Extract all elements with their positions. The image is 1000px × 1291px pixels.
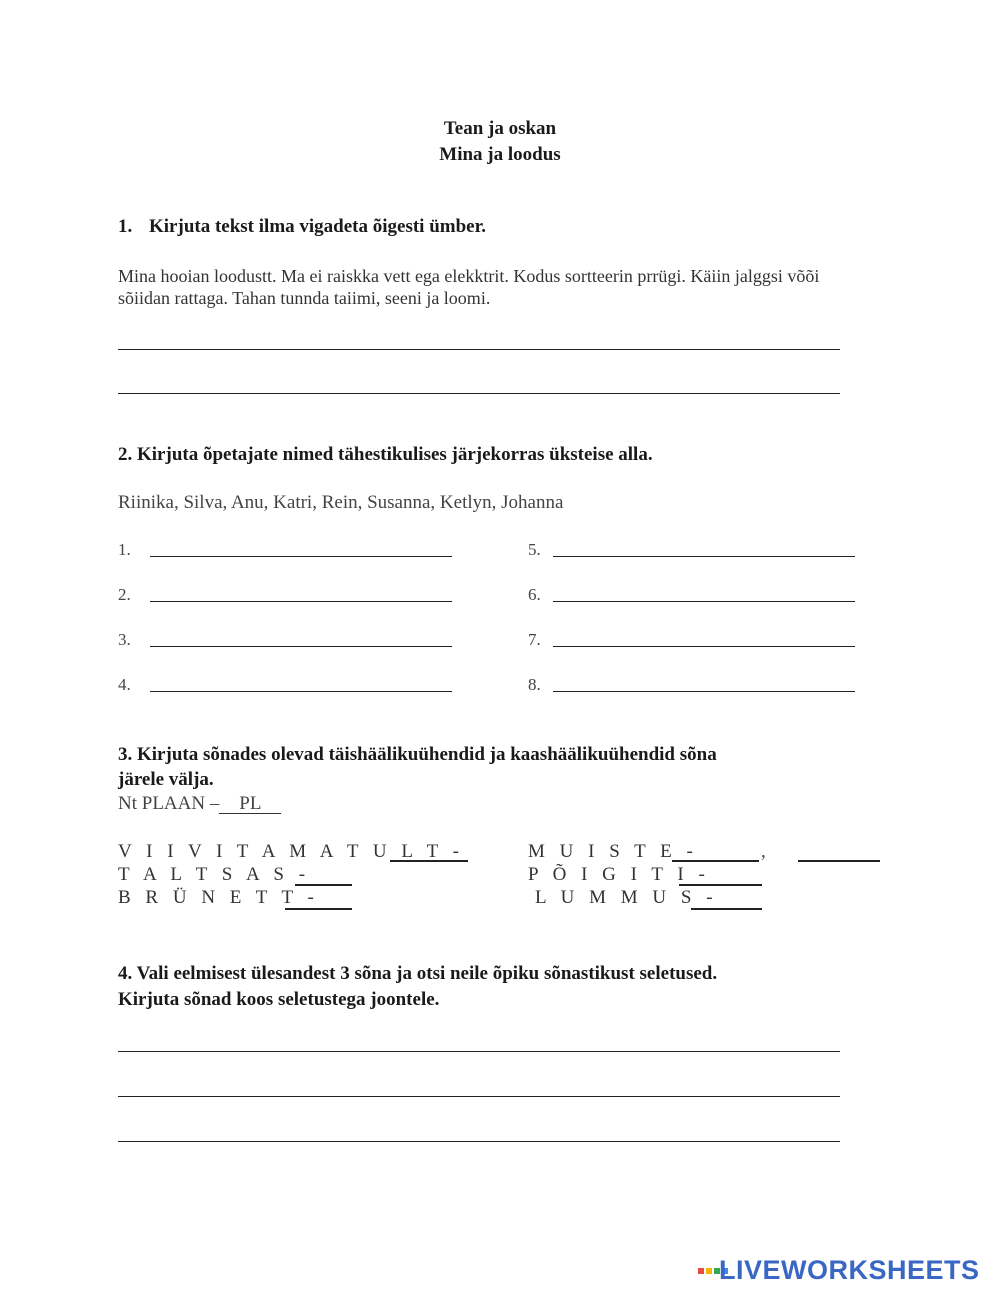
task2-number-2: 2. xyxy=(118,585,131,604)
task2-number-6: 6. xyxy=(528,585,541,604)
task3-word-muiste: M U I S T E - xyxy=(528,841,698,862)
task1-text-line1: Mina hooian loodustt. Ma ei raiskka vett ega elekktrit. Kodus sortteerin prrügi. Käiin jalggsi võõi xyxy=(118,266,820,286)
task2-answer-line-5[interactable] xyxy=(553,556,855,557)
task4-answer-line-1[interactable] xyxy=(118,1051,840,1052)
task3-answer-muiste-1[interactable] xyxy=(672,859,759,862)
task4-answer-line-3[interactable] xyxy=(118,1141,840,1142)
task3-example-answer: PL xyxy=(219,795,281,814)
task2-number-4: 4. xyxy=(118,675,131,694)
task3-word-taltsas: T A L T S A S - xyxy=(118,864,311,885)
logo-text: LIVEWORKSHEETS xyxy=(719,1255,980,1285)
task3-answer-lummus[interactable] xyxy=(691,907,762,910)
task2-heading: 2. Kirjuta õpetajate nimed tähestikulises järjekorras üksteise alla. xyxy=(118,444,653,465)
task4-heading-line1: 4. Vali eelmisest ülesandest 3 sõna ja otsi neile õpiku sõnastikust seletused. xyxy=(118,963,718,984)
task3-word-brunett: B R Ü N E T T - xyxy=(118,887,319,908)
liveworksheets-logo xyxy=(697,1255,997,1289)
task3-word-poigiti: P Õ I G I T I - xyxy=(528,864,710,885)
task3-word-viivitamatult: V I I V I T A M A T U L T - xyxy=(118,841,464,862)
task3-answer-brunett[interactable] xyxy=(285,907,352,910)
task3-heading xyxy=(118,742,938,792)
task3-example-prefix: Nt PLAAN – xyxy=(118,793,220,814)
task2-answer-line-2[interactable] xyxy=(150,601,452,602)
task2-answer-line-3[interactable] xyxy=(150,646,452,647)
page-subtitle: Mina ja loodus xyxy=(439,144,561,165)
task2-number-1: 1. xyxy=(118,540,131,559)
task2-answer-line-1[interactable] xyxy=(150,556,452,557)
task2-answer-line-8[interactable] xyxy=(553,691,855,692)
task3-heading-line2: järele välja. xyxy=(118,769,214,790)
task2-number-3: 3. xyxy=(118,630,131,649)
logo-blocks-icon xyxy=(697,1267,715,1275)
task1-answer-line-1[interactable] xyxy=(118,349,840,350)
task2-answer-line-7[interactable] xyxy=(553,646,855,647)
task1-text-line2: sõiidan rattaga. Tahan tunnda taiimi, seeni ja loomi. xyxy=(118,288,491,308)
task3-word-lummus: L U M M U S - xyxy=(535,887,718,908)
task3-answer-poigiti[interactable] xyxy=(679,883,762,886)
task3-comma: , xyxy=(761,841,766,862)
task2-answer-line-6[interactable] xyxy=(553,601,855,602)
task3-example xyxy=(118,793,281,815)
task2-number-8: 8. xyxy=(528,675,541,694)
task3-answer-taltsas[interactable] xyxy=(295,883,352,886)
task3-heading-line1: 3. Kirjuta sõnades olevad täishäälikuühendid ja kaashäälikuühendid sõna xyxy=(118,744,717,765)
task1-text xyxy=(118,265,898,309)
task2-answer-line-4[interactable] xyxy=(150,691,452,692)
task3-answer-muiste-2[interactable] xyxy=(798,859,880,862)
page-title: Tean ja oskan xyxy=(443,118,557,139)
task2-number-7: 7. xyxy=(528,630,541,649)
task2-number-5: 5. xyxy=(528,540,541,559)
task1-number: 1. xyxy=(118,216,133,237)
task4-answer-line-2[interactable] xyxy=(118,1096,840,1097)
task2-names: Riinika, Silva, Anu, Katri, Rein, Susanna, Ketlyn, Johanna xyxy=(118,492,564,513)
task4-heading xyxy=(118,961,938,1013)
task3-answer-viivitamatult[interactable] xyxy=(390,859,468,862)
task1-heading xyxy=(118,216,486,238)
logo-block-icon xyxy=(706,1268,712,1274)
task4-heading-line2: Kirjuta sõnad koos seletustega joontele. xyxy=(118,989,440,1010)
logo-block-icon xyxy=(698,1268,704,1274)
task1-heading-text: Kirjuta tekst ilma vigadeta õigesti ümber. xyxy=(149,216,487,237)
task1-answer-line-2[interactable] xyxy=(118,393,840,394)
